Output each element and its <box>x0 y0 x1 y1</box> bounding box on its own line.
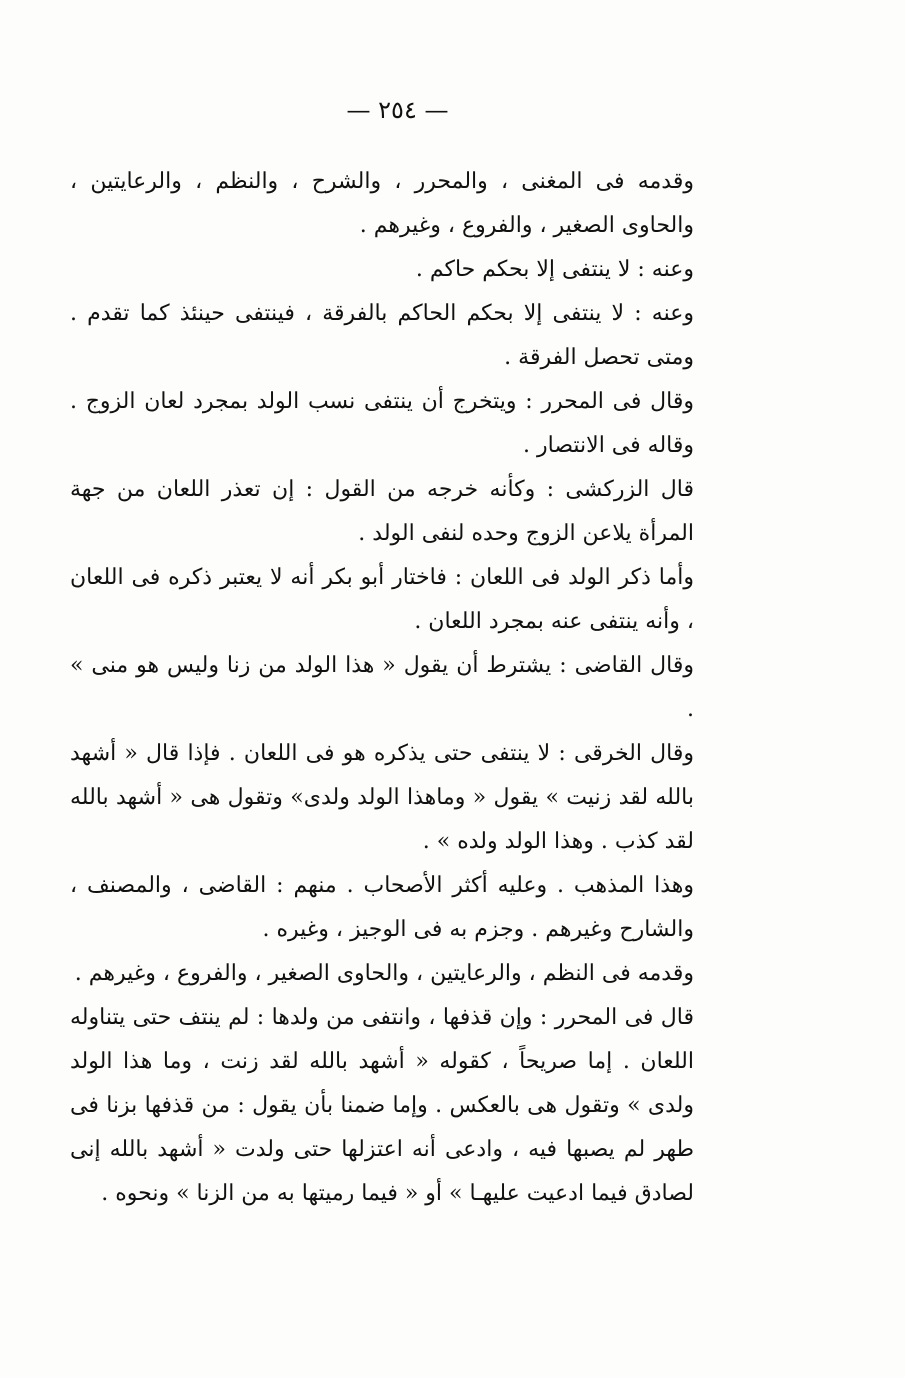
paragraph: وقدمه فى المغنى ، والمحرر ، والشرح ، والنظم ، والرعايتين ، والحاوى الصغير ، والفروع ، وغيرهم . <box>70 169 694 238</box>
paragraph: وقال الخرقى : لا ينتفى حتى يذكره هو فى اللعان . فإذا قال « أشهد بالله لقد زنيت » يقول « وماهذا الولد ولدى» وتقول هى « أشهد بالله لقد كذب . وهذا الولد ولده » . <box>70 741 694 854</box>
paragraph: وأما ذكر الولد فى اللعان : فاختار أبو بكر أنه لا يعتبر ذكره فى اللعان ، وأنه ينتفى عنه بمجرد اللعان . <box>70 565 694 634</box>
body-text <box>70 160 722 1216</box>
paragraph: وعنه : لا ينتفى إلا بحكم الحاكم بالفرقة ، فينتفى حينئذ كما تقدم . ومتى تحصل الفرقة . <box>70 301 694 370</box>
paragraph: وقال فى المحرر : ويتخرج أن ينتفى نسب الولد بمجرد لعان الزوج . وقاله فى الانتصار . <box>70 389 694 458</box>
paragraph: وعنه : لا ينتفى إلا بحكم حاكم . <box>415 257 694 282</box>
paragraph: قال الزركشى : وكأنه خرجه من القول : إن تعذر اللعان من جهة المرأة يلاعن الزوج وحده لنفى الولد . <box>70 477 694 546</box>
paragraph: وقال القاضى : يشترط أن يقول « هذا الولد من زنا وليس هو منى » . <box>70 653 694 722</box>
page-number: — ٢٥٤ — <box>346 96 449 124</box>
paragraph: وقدمه فى النظم ، والرعايتين ، والحاوى الصغير ، والفروع ، وغيرهم . <box>74 961 694 986</box>
paragraph: قال فى المحرر : وإن قذفها ، وانتفى من ولدها : لم ينتف حتى يتناوله اللعان . إما صريحاً ، كقوله « أشهد بالله لقد زنت ، وما هذا الولد ولدى » وتقول هى بالعكس . وإما ضمنا بأن يقول : من قذفها بزنا فى طهر لم يصبها فيه ، وادعى أنه اعتزلها حتى ولدت « أشهد بالله إنى لصادق فيما ادعيت عليهـا » أو « فيما رميتها به من الزنا » ونحوه . <box>70 1005 694 1206</box>
paragraph: وهذا المذهب . وعليه أكثر الأصحاب . منهم : القاضى ، والمصنف ، والشارح وغيرهم . وجزم به فى الوجيز ، وغيره . <box>70 873 694 942</box>
